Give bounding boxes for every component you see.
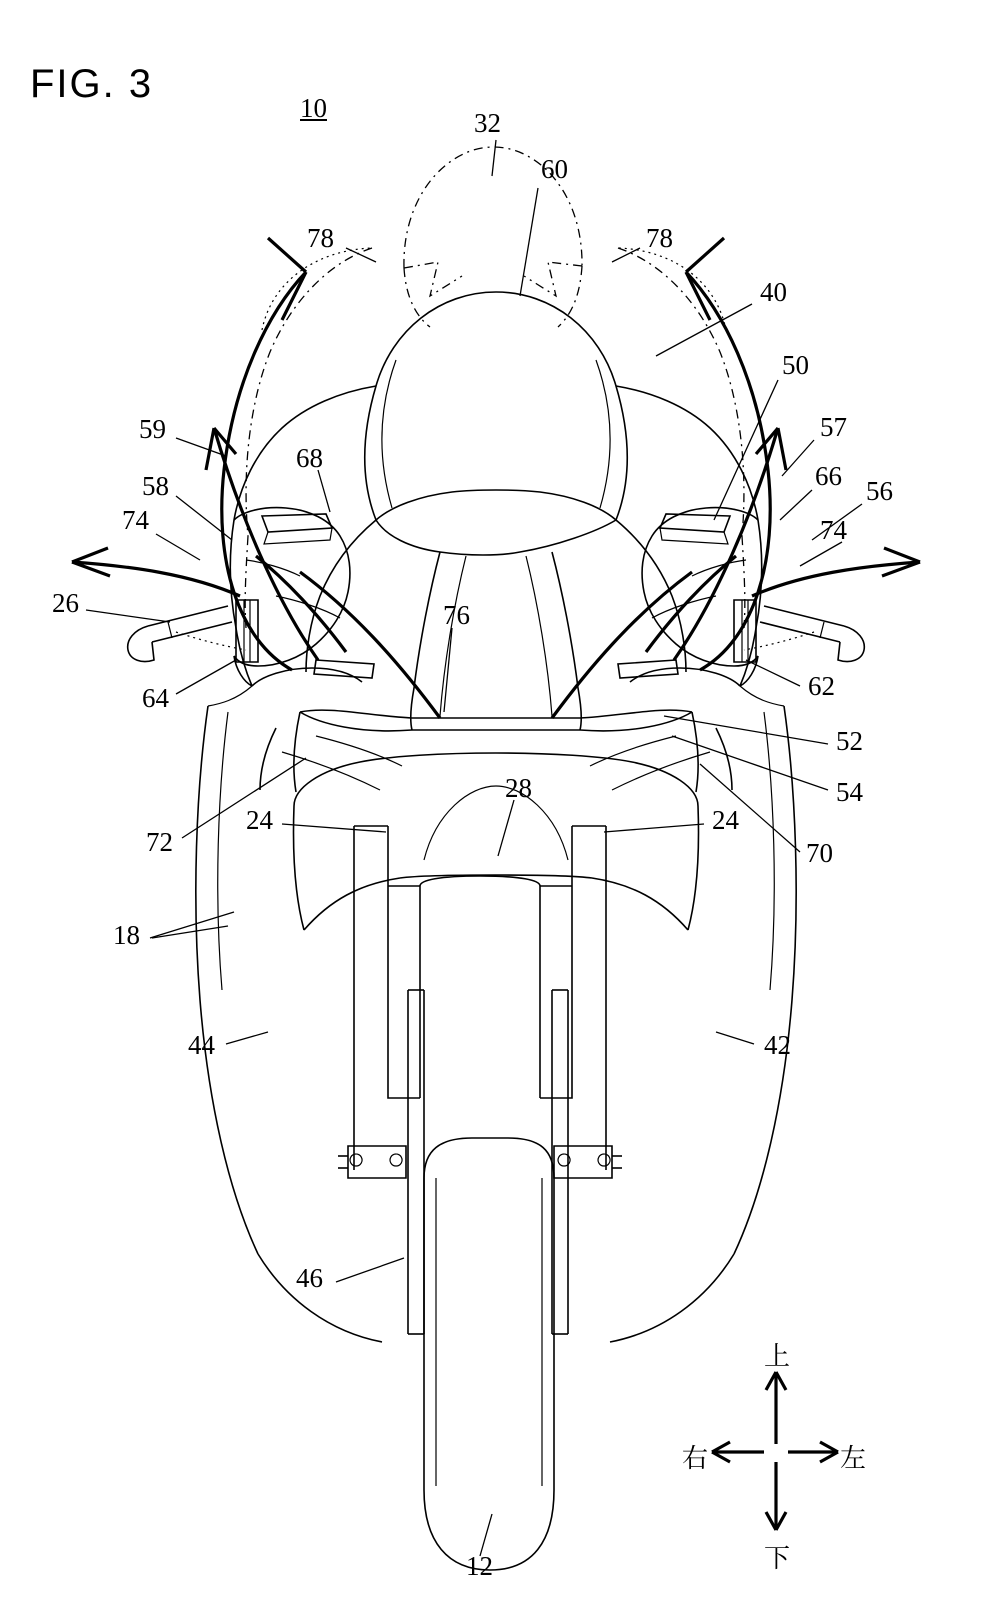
numeral-70: 70 [806, 838, 833, 868]
numeral-24-right: 24 [712, 805, 739, 835]
left-mirror-stalk [128, 606, 232, 662]
numeral-52: 52 [836, 726, 863, 756]
numeral-42: 42 [764, 1030, 791, 1060]
numeral-74-right: 74 [820, 515, 847, 545]
numeral-59: 59 [139, 414, 166, 444]
rider-silhouette-phantom [176, 248, 814, 650]
numeral-76: 76 [443, 600, 470, 630]
numeral-40: 40 [760, 277, 787, 307]
airflow-arrows [72, 238, 920, 718]
numeral-74-left: 74 [122, 505, 149, 535]
lower-fairing [196, 686, 796, 1342]
numeral-12: 12 [466, 1551, 493, 1581]
right-mirror-housing [618, 508, 758, 686]
numeral-10: 10 [300, 93, 327, 123]
numeral-26: 26 [52, 588, 79, 618]
numeral-46: 46 [296, 1263, 323, 1293]
numeral-50: 50 [782, 350, 809, 380]
figure-title: FIG. 3 [30, 62, 154, 106]
numeral-58: 58 [142, 471, 169, 501]
numeral-66: 66 [815, 461, 842, 491]
numeral-18: 18 [113, 920, 140, 950]
numeral-78-left: 78 [307, 223, 334, 253]
orientation-label-down: 下 [764, 1544, 791, 1574]
numeral-62: 62 [808, 671, 835, 701]
front-cowl [230, 386, 761, 731]
front-fork-and-fender [338, 826, 622, 1570]
numeral-24-left: 24 [246, 805, 273, 835]
leader-lines [86, 140, 862, 1556]
numeral-54: 54 [836, 777, 863, 807]
numeral-64: 64 [142, 683, 169, 713]
windscreen [365, 292, 628, 555]
orientation-cross [712, 1372, 838, 1530]
orientation-label-up: 上 [764, 1342, 791, 1372]
numeral-56: 56 [866, 476, 893, 506]
numeral-60: 60 [541, 154, 568, 184]
numeral-32: 32 [474, 108, 501, 138]
left-mirror-housing [234, 508, 374, 686]
orientation-label-right: 右 [682, 1444, 709, 1474]
orientation-label-left: 左 [840, 1444, 867, 1474]
numeral-44: 44 [188, 1030, 215, 1060]
right-mirror-stalk [760, 606, 864, 662]
numeral-72: 72 [146, 827, 173, 857]
numeral-57: 57 [820, 412, 847, 442]
numeral-28: 28 [505, 773, 532, 803]
numeral-68: 68 [296, 443, 323, 473]
numeral-78-right: 78 [646, 223, 673, 253]
